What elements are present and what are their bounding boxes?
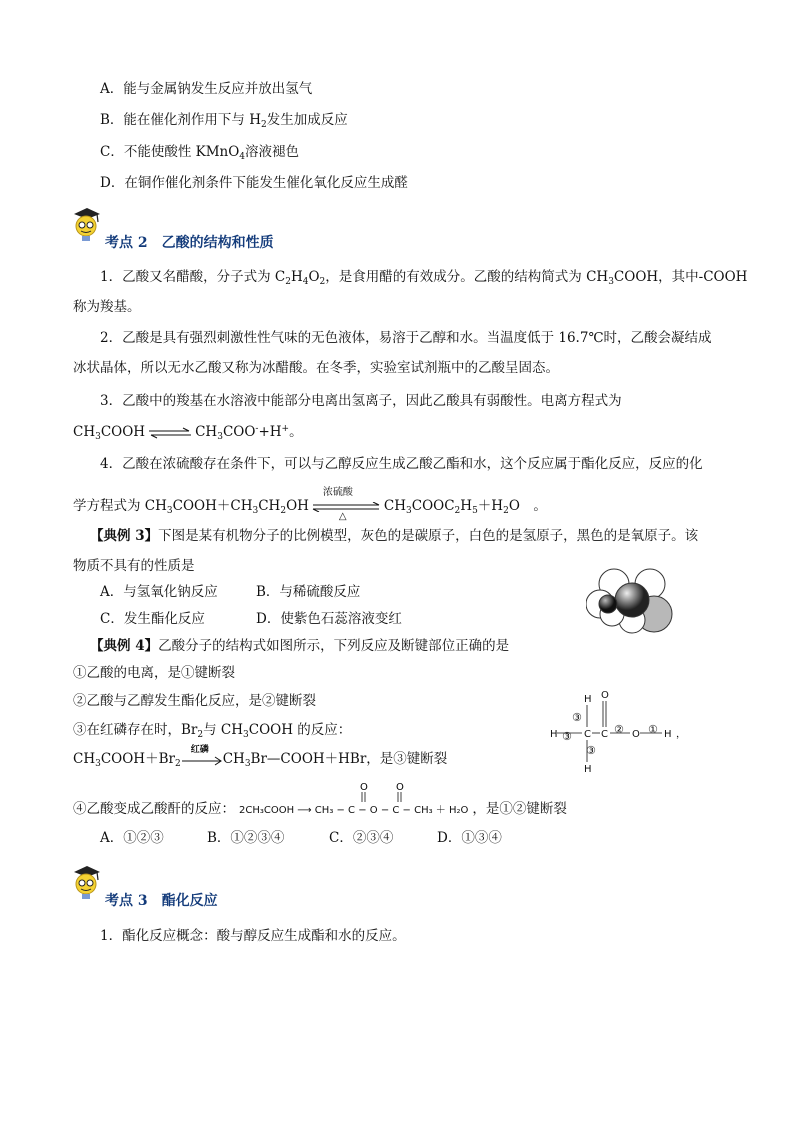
- section-2-title: 考点 2 乙酸的结构和性质: [105, 235, 274, 251]
- ex4-item2: ②乙酸与乙醇发生酯化反应，是②键断裂: [73, 693, 316, 709]
- section-3-title: 考点 3 酯化反应: [105, 893, 218, 909]
- right-arrow-icon: [181, 756, 223, 766]
- ex4-line1: 【典例 4】乙酸分子的结构式如图所示，下列反应及断键部位正确的是: [90, 638, 510, 654]
- s2-p2-line2: 冰状晶体，所以无水乙酸又称为冰醋酸。在冬季，实验室试剂瓶中的乙酸呈固态。: [73, 360, 559, 376]
- ex3-line2: 物质不具有的性质是: [73, 558, 195, 574]
- s2-p4-line1: 4．乙酸在浓硫酸存在条件下，可以与乙醇反应生成乙酸乙酯和水，这个反应属于酯化反应，反应的化: [100, 456, 703, 472]
- s2-p1-line2: 称为羧基。: [73, 299, 141, 315]
- s2-p4-equation: 学方程式为 $CH_3COOH+CH_3CH_2OH$ 浓硫酸 △ $CH_3COOC_2H_5+H_2O$ 。: [73, 486, 547, 522]
- scholar-icon: [70, 206, 104, 242]
- scholar-icon: [70, 864, 104, 900]
- equilibrium-arrow-icon: [147, 427, 193, 439]
- acetic-acid-structure: [544, 688, 694, 776]
- ex4-option-d: D．①③④: [437, 830, 502, 846]
- anhydride-equation: 2CH₃COOH ⟶ CH₃ − C − O − C − CH₃ ＋ H₂O: [239, 805, 469, 816]
- ex3-option-b: B．与稀硫酸反应: [256, 584, 361, 600]
- reaction-condition-arrow: 浓硫酸 △: [309, 498, 384, 516]
- s2-p3-equation: $CH_3COOH$ $CH_3COO^-+H^+$。: [73, 424, 303, 442]
- ex4-option-a: A．①②③: [100, 830, 164, 846]
- s2-p1-line1: 1．乙酸又名醋酸，分子式为 $C_2H_4O_2$，是食用醋的有效成分。乙酸的结构简式为 $CH_3COOH$，其中-COOH: [100, 269, 748, 287]
- option-b: B．能在催化剂作用下与 $H_2$发生加成反应: [100, 112, 348, 130]
- s2-p2-line1: 2．乙酸是具有强烈刺激性性气味的无色液体，易溶于乙醇和水。当温度低于 16.7℃时，乙酸会凝结成: [100, 330, 712, 346]
- struct-c1: C: [584, 729, 591, 740]
- ex4-reaction: $CH_3COOH+Br_2$ 红磷 $CH_3Br—COOH+HBr$，是③键断裂: [73, 744, 448, 769]
- bond-label-3a: ③: [572, 711, 582, 724]
- option-a: A．能与金属钠发生反应并放出氢气: [100, 81, 313, 97]
- ex4-option-b: B．①②③④: [207, 830, 285, 846]
- struct-c2: C: [601, 729, 608, 740]
- option-d: D．在铜作催化剂条件下能发生催化氧化反应生成醛: [100, 175, 408, 191]
- struct-h-top: H: [584, 694, 592, 705]
- ex4-option-c: C．②③④: [329, 830, 394, 846]
- ex3-option-c: C．发生酯化反应: [100, 611, 205, 627]
- struct-o-top: O: [601, 690, 609, 701]
- bond-label-1: ①: [648, 723, 658, 736]
- ex4-item4: ④乙酸变成乙酸酐的反应： 2CH₃COOH ⟶ CH₃ − C − O − C − CH₃ ＋ H₂O ，是①②键断裂: [73, 801, 567, 817]
- ex3-option-d: D．使紫色石蕊溶液变红: [256, 611, 402, 627]
- red-phosphorus-arrow: 红磷: [181, 751, 223, 769]
- ex4-item1: ①乙酸的电离，是①键断裂: [73, 665, 235, 681]
- struct-h-bottom: H: [584, 764, 592, 775]
- molecule-model-image: [586, 566, 678, 634]
- ex3-option-a: A．与氢氧化钠反应: [100, 584, 218, 600]
- s3-p1: 1．酯化反应概念：酸与醇反应生成酯和水的反应。: [100, 928, 406, 944]
- anhydride-carbonyls: [350, 780, 430, 804]
- struct-h-left: H: [550, 729, 558, 740]
- bond-label-2: ②: [614, 723, 624, 736]
- anhydride-o1: O: [360, 782, 368, 793]
- bond-label-3b: ③: [562, 730, 572, 743]
- ex3-line1: 【典例 3】下图是某有机物分子的比例模型，灰色的是碳原子，白色的是氢原子，黑色的是氧原子。该: [90, 528, 699, 544]
- bond-label-3c: ③: [586, 744, 596, 757]
- struct-h-right: H: [664, 729, 672, 740]
- struct-comma: ，: [676, 729, 686, 740]
- option-c: C．不能使酸性 KMnO$_4$溶液褪色: [100, 144, 300, 162]
- ex4-item3: ③在红磷存在时，$Br_2$与 $CH_3COOH$ 的反应：: [73, 722, 352, 740]
- anhydride-o2: O: [396, 782, 404, 793]
- s2-p3-line1: 3．乙酸中的羧基在水溶液中能部分电离出氢离子，因此乙酸具有弱酸性。电离方程式为: [100, 393, 622, 409]
- struct-o-right: O: [632, 729, 640, 740]
